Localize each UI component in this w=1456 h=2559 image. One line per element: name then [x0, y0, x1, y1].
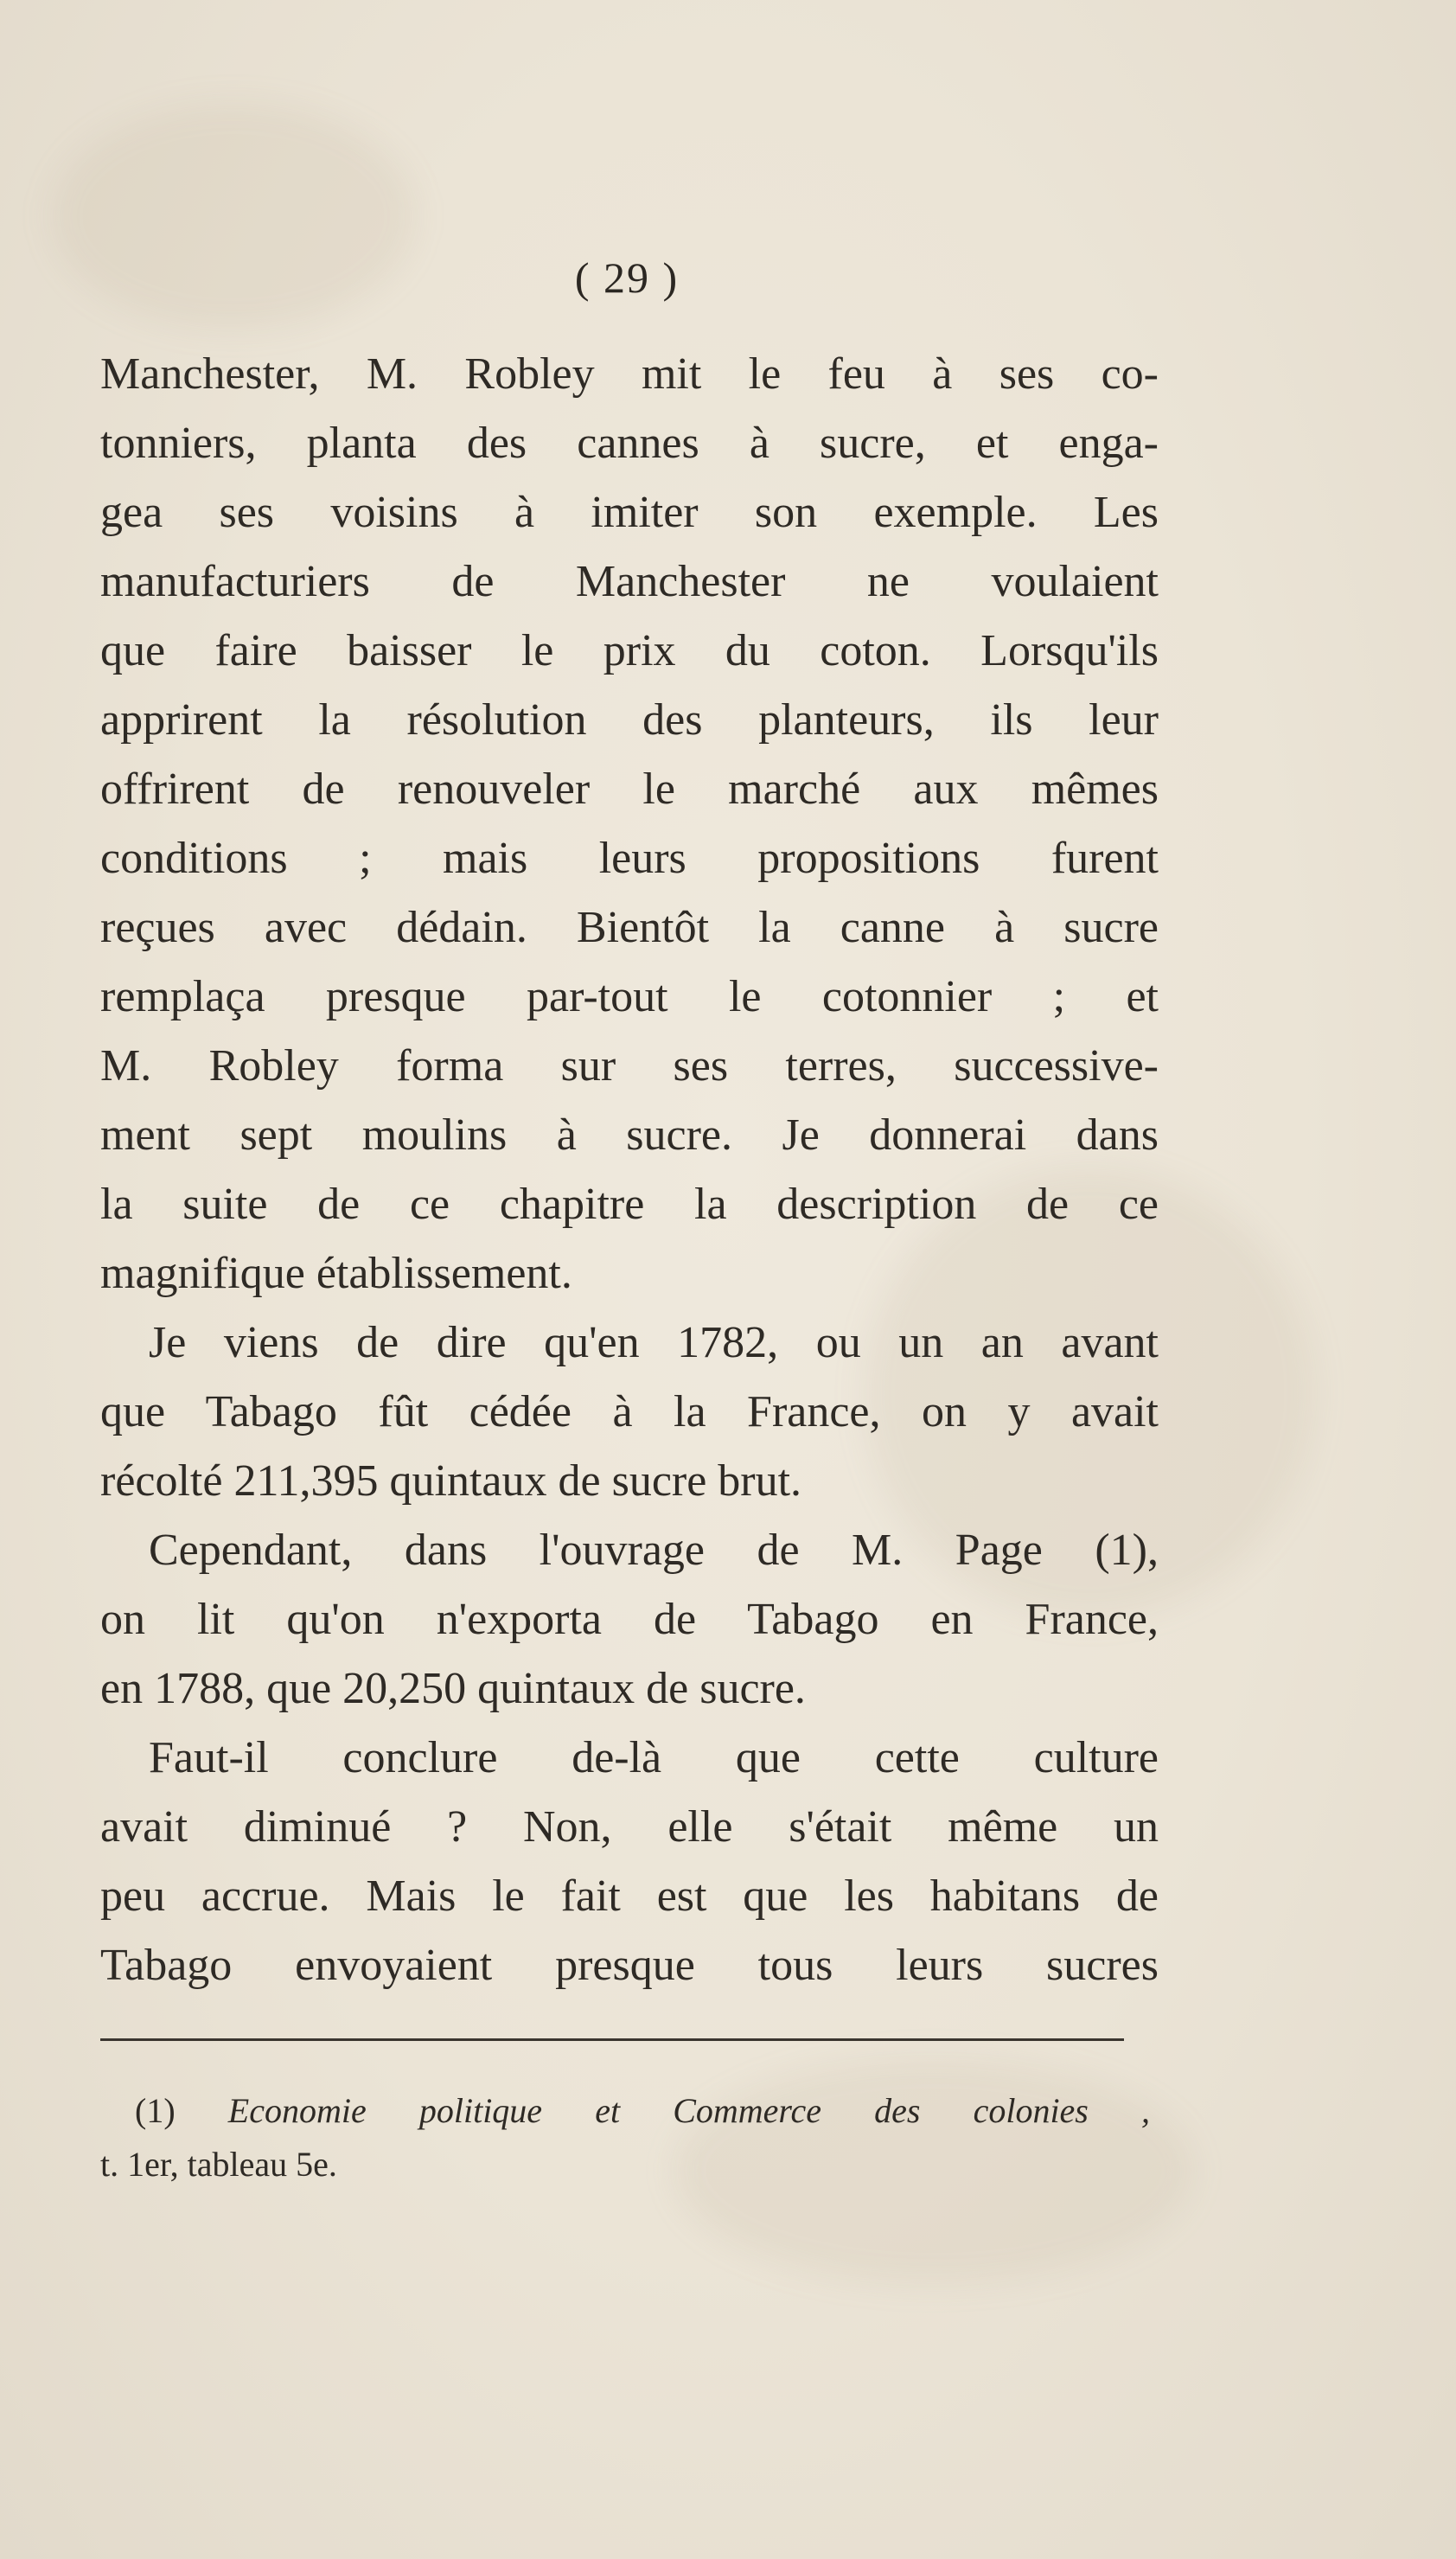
- text-line: tonniers, planta des cannes à sucre, et enga-: [100, 419, 1159, 468]
- text-line: que faire baisser le prix du coton. Lorsqu'ils: [100, 626, 1159, 675]
- main-text: [100, 340, 1159, 2000]
- text-line: avait diminué ? Non, elle s'était même un: [100, 1802, 1159, 1852]
- footnote-marker: (1): [135, 2091, 176, 2130]
- text-line: offrirent de renouveler le marché aux mêmes: [100, 765, 1159, 814]
- text-line: Manchester, M. Robley mit le feu à ses co-: [100, 349, 1159, 399]
- text-line: gea ses voisins à imiter son exemple. Les: [100, 488, 1159, 537]
- text-line: que Tabago fût cédée à la France, on y avait: [100, 1387, 1159, 1436]
- text-line: reçues avec dédain. Bientôt la canne à sucre: [100, 903, 1159, 952]
- text-line: magnifique établissement.: [100, 1249, 572, 1298]
- text-line: remplaça presque par-tout le cotonnier ; et: [100, 972, 1159, 1021]
- text-line: Faut-il conclure de-là que cette culture: [149, 1733, 1159, 1782]
- text-line: on lit qu'on n'exporta de Tabago en France,: [100, 1595, 1159, 1644]
- text-line: récolté 211,395 quintaux de sucre brut.: [100, 1456, 802, 1506]
- text-line: Je viens de dire qu'en 1782, ou un an avant: [149, 1318, 1159, 1367]
- footnote: [100, 2084, 1150, 2191]
- footnote-rule: [100, 2038, 1124, 2041]
- page-number: ( 29 ): [574, 253, 680, 302]
- text-line: Cependant, dans l'ouvrage de M. Page (1),: [149, 1526, 1159, 1575]
- text-line: Tabago envoyaient presque tous leurs sucres: [100, 1941, 1159, 1990]
- footnote-line: [100, 2084, 1150, 2138]
- footnote-reference: t. 1er, tableau 5e.: [100, 2145, 337, 2184]
- text-line: manufacturiers de Manchester ne voulaient: [100, 557, 1159, 606]
- footnote-title: Economie politique et Commerce des colonies ,: [227, 2091, 1151, 2130]
- text-line: la suite de ce chapitre la description de ce: [100, 1180, 1159, 1229]
- text-line: en 1788, que 20,250 quintaux de sucre.: [100, 1664, 806, 1713]
- text-line: peu accrue. Mais le fait est que les habitans de: [100, 1871, 1159, 1921]
- text-line: ment sept moulins à sucre. Je donnerai dans: [100, 1110, 1159, 1160]
- text-line: conditions ; mais leurs propositions furent: [100, 834, 1159, 883]
- text-line: M. Robley forma sur ses terres, successive-: [100, 1041, 1159, 1091]
- text-line: apprirent la résolution des planteurs, ils leur: [100, 695, 1159, 745]
